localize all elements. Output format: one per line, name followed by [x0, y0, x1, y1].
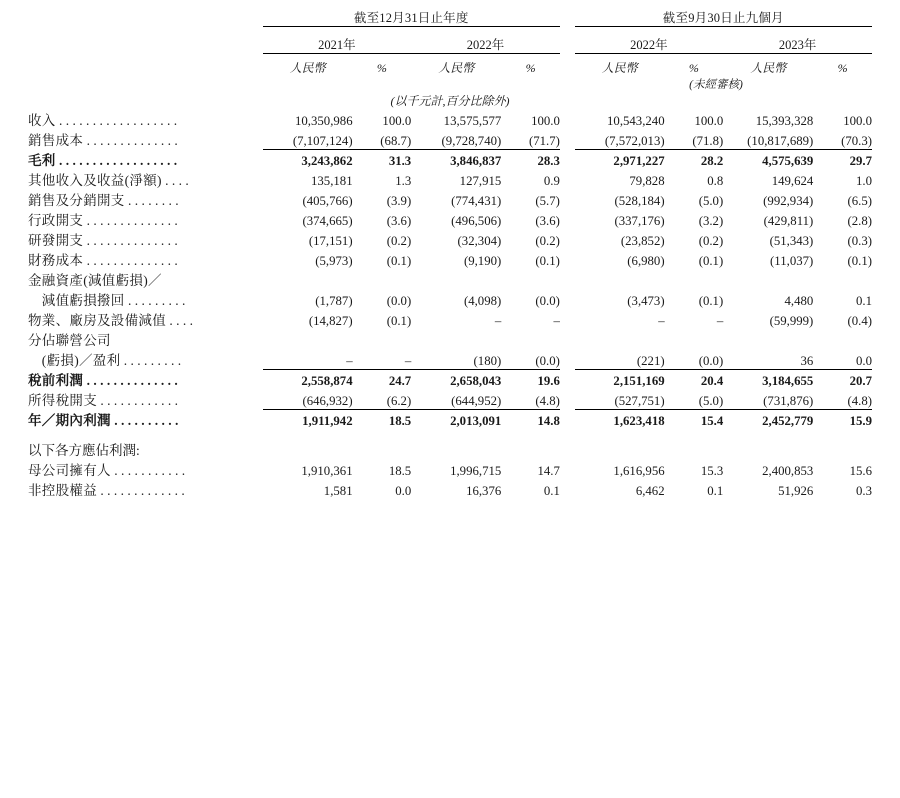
table-row [28, 129, 872, 149]
row-amount: 1,581 [323, 484, 353, 498]
blank-cell [813, 439, 872, 459]
header-year-row [28, 27, 872, 54]
col-gap [560, 109, 575, 129]
header-unaudited-row [28, 76, 872, 92]
blank-cell [665, 439, 724, 459]
header-currency-label: 人民幣 [289, 61, 326, 75]
row-amount: 1,623,418 [575, 409, 665, 429]
row-label [28, 189, 263, 209]
row-amount: 3,846,837 [411, 149, 501, 169]
row-label [28, 249, 263, 269]
row-amount: (527,751) [614, 393, 665, 408]
row-label-text: 母公司擁有人 [28, 463, 111, 478]
row-amount: (646,932) [302, 393, 353, 408]
row-amount: (992,934) [763, 194, 814, 208]
row-percent: (71.7) [528, 133, 560, 148]
row-label [28, 169, 263, 189]
row-amount [263, 329, 353, 349]
col-gap [560, 309, 575, 329]
row-percent: (0.2) [535, 234, 560, 248]
row-amount: (11,037) [770, 254, 814, 268]
row-amount: (51,343) [769, 234, 814, 248]
row-amount: 2,013,091 [411, 409, 501, 429]
row-percent [665, 329, 724, 349]
row-amount: 10,543,240 [607, 114, 665, 128]
row-label [28, 459, 263, 479]
row-amount: 79,828 [629, 174, 665, 188]
row-percent: (0.0) [535, 353, 560, 368]
row-percent: 18.5 [353, 409, 412, 429]
row-percent: (5.7) [535, 194, 560, 208]
row-amount: 2,400,853 [762, 464, 814, 478]
spacer-cell [28, 429, 872, 439]
row-label [28, 479, 263, 499]
row-percent: (5.0) [698, 393, 724, 408]
row-label [28, 269, 263, 289]
row-label-leader: . . . . . . . . . . . . . [97, 483, 185, 498]
row-label [28, 289, 263, 309]
row-label-text: 銷售及分銷開支 [28, 193, 125, 208]
row-percent: (0.1) [847, 254, 872, 268]
col-gap [560, 349, 575, 369]
row-percent: 100.0 [694, 114, 724, 128]
row-amount: (7,107,124) [292, 133, 353, 148]
row-label-leader: . . . . [166, 313, 193, 328]
blank-cell [501, 439, 560, 459]
row-percent: 100.0 [843, 114, 872, 128]
row-percent: 14.8 [501, 409, 560, 429]
row-amount: (10,817,689) [747, 133, 814, 148]
row-percent: 24.7 [353, 369, 412, 389]
row-percent: – [553, 314, 560, 328]
row-amount: 3,243,862 [263, 149, 353, 169]
table-row [28, 229, 872, 249]
row-percent: 15.4 [665, 409, 724, 429]
header-group-left: 截至12月31日止年度 [263, 6, 560, 27]
row-percent: 14.7 [537, 464, 560, 478]
row-amount: 2,658,043 [411, 369, 501, 389]
row-amount: (9,728,740) [441, 133, 502, 148]
row-percent: (70.3) [841, 133, 872, 148]
header-unitnote-row [28, 92, 872, 109]
row-percent [813, 269, 872, 289]
row-label-leader: . . . . . . . . . . . . . . [83, 133, 178, 148]
row-label-text: 財務成本 [28, 253, 84, 268]
row-percent: (4.8) [535, 393, 560, 408]
col-gap [560, 149, 575, 169]
row-percent: (6.5) [847, 194, 872, 208]
row-percent: 20.7 [813, 369, 872, 389]
attribution-section-title: 以下各方應佔利潤: [28, 443, 140, 458]
row-amount: 4,480 [784, 294, 814, 308]
col-gap [560, 459, 575, 479]
row-amount: 36 [800, 353, 814, 368]
row-amount: (429,811) [763, 214, 814, 228]
row-percent: (0.4) [847, 314, 872, 328]
header-unaudited-note: (未經審核) [689, 79, 743, 91]
row-amount: (17,151) [308, 234, 353, 248]
row-percent: 29.7 [813, 149, 872, 169]
row-spacer [28, 429, 872, 439]
row-label [28, 309, 263, 329]
row-label-text: 分佔聯營公司 [28, 333, 111, 348]
header-blank [28, 27, 263, 54]
row-amount: (23,852) [620, 234, 665, 248]
row-percent: (6.2) [386, 393, 412, 408]
row-percent: 15.9 [813, 409, 872, 429]
row-label [28, 129, 263, 149]
row-label [28, 409, 263, 429]
row-percent: 19.6 [501, 369, 560, 389]
row-percent: 0.1 [707, 484, 724, 498]
row-amount: (4,098) [463, 294, 502, 308]
row-amount: (7,572,013) [604, 133, 665, 148]
row-amount: (59,999) [769, 314, 814, 328]
row-amount: 16,376 [466, 484, 502, 498]
header-year-2023-9m: 2023年 [723, 27, 872, 54]
row-amount: 10,350,986 [295, 114, 353, 128]
blank-cell [263, 439, 353, 459]
row-percent: 1.3 [395, 174, 412, 188]
row-amount: 6,462 [635, 484, 665, 498]
row-label-leader: . . . . . . . . . . [110, 413, 179, 428]
row-label-leader: . . . . . . . . [124, 193, 179, 208]
row-amount: 1,616,956 [613, 464, 665, 478]
row-label [28, 149, 263, 169]
row-percent: (0.1) [698, 294, 724, 308]
row-percent [501, 269, 560, 289]
col-gap [560, 479, 575, 499]
row-amount: (774,431) [451, 194, 502, 208]
row-amount: (9,190) [463, 254, 502, 268]
row-amount: (644,952) [451, 393, 502, 408]
row-percent: 100.0 [382, 114, 412, 128]
table-row [28, 349, 872, 369]
row-percent: (0.2) [698, 234, 724, 248]
row-amount: (528,184) [614, 194, 665, 208]
row-label [28, 369, 263, 389]
row-percent: 0.8 [707, 174, 724, 188]
row-percent: 28.3 [501, 149, 560, 169]
row-percent: 0.9 [543, 174, 560, 188]
table-row [28, 109, 872, 129]
blank-cell [353, 439, 412, 459]
header-gap [560, 6, 575, 27]
row-label [28, 109, 263, 129]
row-amount [263, 269, 353, 289]
col-gap [560, 229, 575, 249]
blank-cell [723, 439, 813, 459]
row-amount: (5,973) [315, 254, 353, 268]
row-label-text: 收入 [28, 113, 56, 128]
row-label-text: 稅前利潤 [28, 373, 84, 388]
row-amount: (6,980) [627, 254, 665, 268]
header-blank [28, 6, 263, 27]
row-label-text: 減值虧損撥回 [28, 293, 125, 308]
row-label-leader: . . . . . . . . . . . [110, 463, 186, 478]
row-label-text: 其他收入及收益(淨額) [28, 173, 162, 188]
table-row [28, 479, 872, 499]
header-percent-label: % [688, 61, 699, 75]
row-amount: (496,506) [451, 214, 502, 228]
row-amount: – [346, 353, 353, 368]
row-label-text: 非控股權益 [28, 483, 97, 498]
row-percent: 15.3 [700, 464, 724, 478]
col-gap [560, 209, 575, 229]
row-amount: 3,184,655 [723, 369, 813, 389]
row-label-text: 毛利 [28, 153, 56, 168]
col-gap [560, 249, 575, 269]
row-percent: – [404, 353, 412, 368]
row-label-text: 物業、廠房及設備減值 [28, 313, 166, 328]
row-percent: 0.3 [856, 484, 872, 498]
row-percent: 0.1 [856, 294, 872, 308]
row-amount: (405,766) [302, 194, 353, 208]
col-gap [560, 189, 575, 209]
header-blank [28, 76, 560, 92]
blank-cell [560, 439, 575, 459]
header-currency-label: 人民幣 [601, 61, 638, 75]
row-amount: 2,971,227 [575, 149, 665, 169]
row-label-text: (虧損)／盈利 [28, 353, 121, 368]
table-row [28, 269, 872, 289]
col-gap [560, 329, 575, 349]
col-gap [560, 129, 575, 149]
row-amount [575, 329, 665, 349]
row-percent [353, 269, 412, 289]
row-percent: 1.0 [856, 174, 872, 188]
row-percent: 0.0 [395, 484, 412, 498]
row-label-text: 研發開支 [28, 233, 84, 248]
row-percent: 31.3 [353, 149, 412, 169]
col-gap [560, 389, 575, 409]
row-amount: (374,665) [302, 214, 353, 228]
table-row [28, 369, 872, 389]
header-percent-label: % [376, 61, 387, 75]
header-unit-row [28, 54, 872, 77]
header-year-2021: 2021年 [263, 27, 412, 54]
table-row [28, 249, 872, 269]
blank-cell [411, 439, 501, 459]
row-label-leader: . . . . . . . . . [124, 293, 186, 308]
row-amount [723, 269, 813, 289]
row-percent: 15.6 [849, 464, 872, 478]
table-row [28, 169, 872, 189]
row-percent: – [716, 314, 724, 328]
col-gap [560, 369, 575, 389]
row-amount [723, 329, 813, 349]
row-label-leader: . . . . . . . . . . . . . . . . . . [55, 113, 178, 128]
row-amount: – [494, 314, 502, 328]
table-row [28, 409, 872, 429]
row-amount: (731,876) [763, 393, 814, 408]
row-label [28, 389, 263, 409]
blank-cell [575, 439, 665, 459]
income-statement-table [28, 6, 872, 499]
table-body [28, 6, 872, 499]
row-amount: 1,996,715 [450, 464, 502, 478]
row-amount: 4,575,639 [723, 149, 813, 169]
row-label-leader: . . . . . . . . . [120, 353, 182, 368]
row-percent: 0.1 [543, 484, 560, 498]
row-percent: 20.4 [665, 369, 724, 389]
row-amount: 149,624 [771, 174, 814, 188]
row-amount: 127,915 [459, 174, 502, 188]
row-percent: 28.2 [665, 149, 724, 169]
header-unit-note: (以千元計,百分比除外) [390, 94, 510, 108]
row-percent: (3.9) [386, 194, 412, 208]
row-label-text: 年／期內利潤 [28, 413, 111, 428]
row-percent: (71.8) [692, 133, 724, 148]
row-amount: 2,452,779 [723, 409, 813, 429]
row-percent: (3.2) [698, 214, 724, 228]
header-group-right: 截至9月30日止九個月 [575, 6, 872, 27]
row-amount: 1,910,361 [301, 464, 353, 478]
row-amount: (337,176) [614, 214, 665, 228]
row-label-leader: . . . . . . . . . . . . . . [83, 373, 178, 388]
row-percent: (0.1) [386, 314, 412, 328]
row-amount: (3,473) [627, 294, 665, 308]
col-gap [560, 269, 575, 289]
row-amount: 2,558,874 [263, 369, 353, 389]
row-percent: (0.3) [847, 234, 872, 248]
table-row [28, 189, 872, 209]
header-percent-label: % [837, 61, 848, 75]
header-currency-label: 人民幣 [438, 61, 475, 75]
row-percent: (0.1) [535, 254, 560, 268]
row-percent: (0.1) [386, 254, 412, 268]
row-label [28, 329, 263, 349]
row-label-text: 金融資產(減值虧損)／ [28, 273, 162, 288]
row-label-leader: . . . . [161, 173, 189, 188]
row-percent: (0.0) [386, 294, 412, 308]
row-label [28, 229, 263, 249]
row-percent [353, 329, 412, 349]
row-label-text: 行政開支 [28, 213, 84, 228]
header-gap [560, 54, 575, 77]
col-gap [560, 409, 575, 429]
row-percent: (0.0) [535, 294, 560, 308]
table-row [28, 209, 872, 229]
row-percent: 100.0 [531, 114, 560, 128]
row-amount: 51,926 [778, 484, 814, 498]
row-percent: (0.1) [698, 254, 724, 268]
row-percent: (0.2) [386, 234, 412, 248]
row-amount: (180) [473, 353, 502, 368]
header-blank [28, 54, 263, 77]
table-row [28, 149, 872, 169]
row-percent: (68.7) [380, 133, 412, 148]
row-amount: (32,304) [457, 234, 502, 248]
row-percent: (2.8) [847, 214, 872, 228]
row-label-leader: . . . . . . . . . . . . . . . . . . [55, 153, 178, 168]
row-label-text: 銷售成本 [28, 133, 84, 148]
row-label-leader: . . . . . . . . . . . . . . [83, 213, 178, 228]
row-percent: (5.0) [698, 194, 724, 208]
row-amount: (1,787) [315, 294, 353, 308]
table-row [28, 309, 872, 329]
header-currency-label: 人民幣 [750, 61, 787, 75]
row-label-leader: . . . . . . . . . . . . . . [83, 233, 178, 248]
row-label [28, 209, 263, 229]
header-gap [560, 27, 575, 54]
row-amount: 2,151,169 [575, 369, 665, 389]
row-label-text: 所得稅開支 [28, 393, 97, 408]
table-row [28, 389, 872, 409]
header-year-2022-fy: 2022年 [411, 27, 560, 54]
row-label-leader: . . . . . . . . . . . . . . [83, 253, 178, 268]
row-amount: 13,575,577 [443, 114, 502, 128]
row-percent [813, 329, 872, 349]
col-gap [560, 289, 575, 309]
row-amount: (14,827) [308, 314, 353, 328]
row-label-leader: . . . . . . . . . . . . [97, 393, 178, 408]
row-percent: 18.5 [388, 464, 412, 478]
row-amount: – [658, 314, 665, 328]
table-row [28, 459, 872, 479]
row-percent [665, 269, 724, 289]
row-percent [501, 329, 560, 349]
row-amount: (221) [636, 353, 665, 368]
row-amount [411, 329, 501, 349]
row-amount: 135,181 [311, 174, 353, 188]
attribution-section-title-row [28, 439, 872, 459]
row-amount [411, 269, 501, 289]
header-year-2022-9m: 2022年 [575, 27, 724, 54]
row-percent: (3.6) [535, 214, 560, 228]
header-percent-label: % [525, 61, 536, 75]
row-amount: 1,911,942 [263, 409, 353, 429]
row-percent: 0.0 [856, 353, 872, 368]
col-gap [560, 169, 575, 189]
table-row [28, 329, 872, 349]
row-percent: (0.0) [698, 353, 724, 368]
table-row [28, 289, 872, 309]
row-percent: (3.6) [386, 214, 412, 228]
row-percent: (4.8) [847, 393, 872, 408]
header-group-row [28, 6, 872, 27]
row-amount: 15,393,328 [755, 114, 814, 128]
row-amount [575, 269, 665, 289]
row-label [28, 349, 263, 369]
